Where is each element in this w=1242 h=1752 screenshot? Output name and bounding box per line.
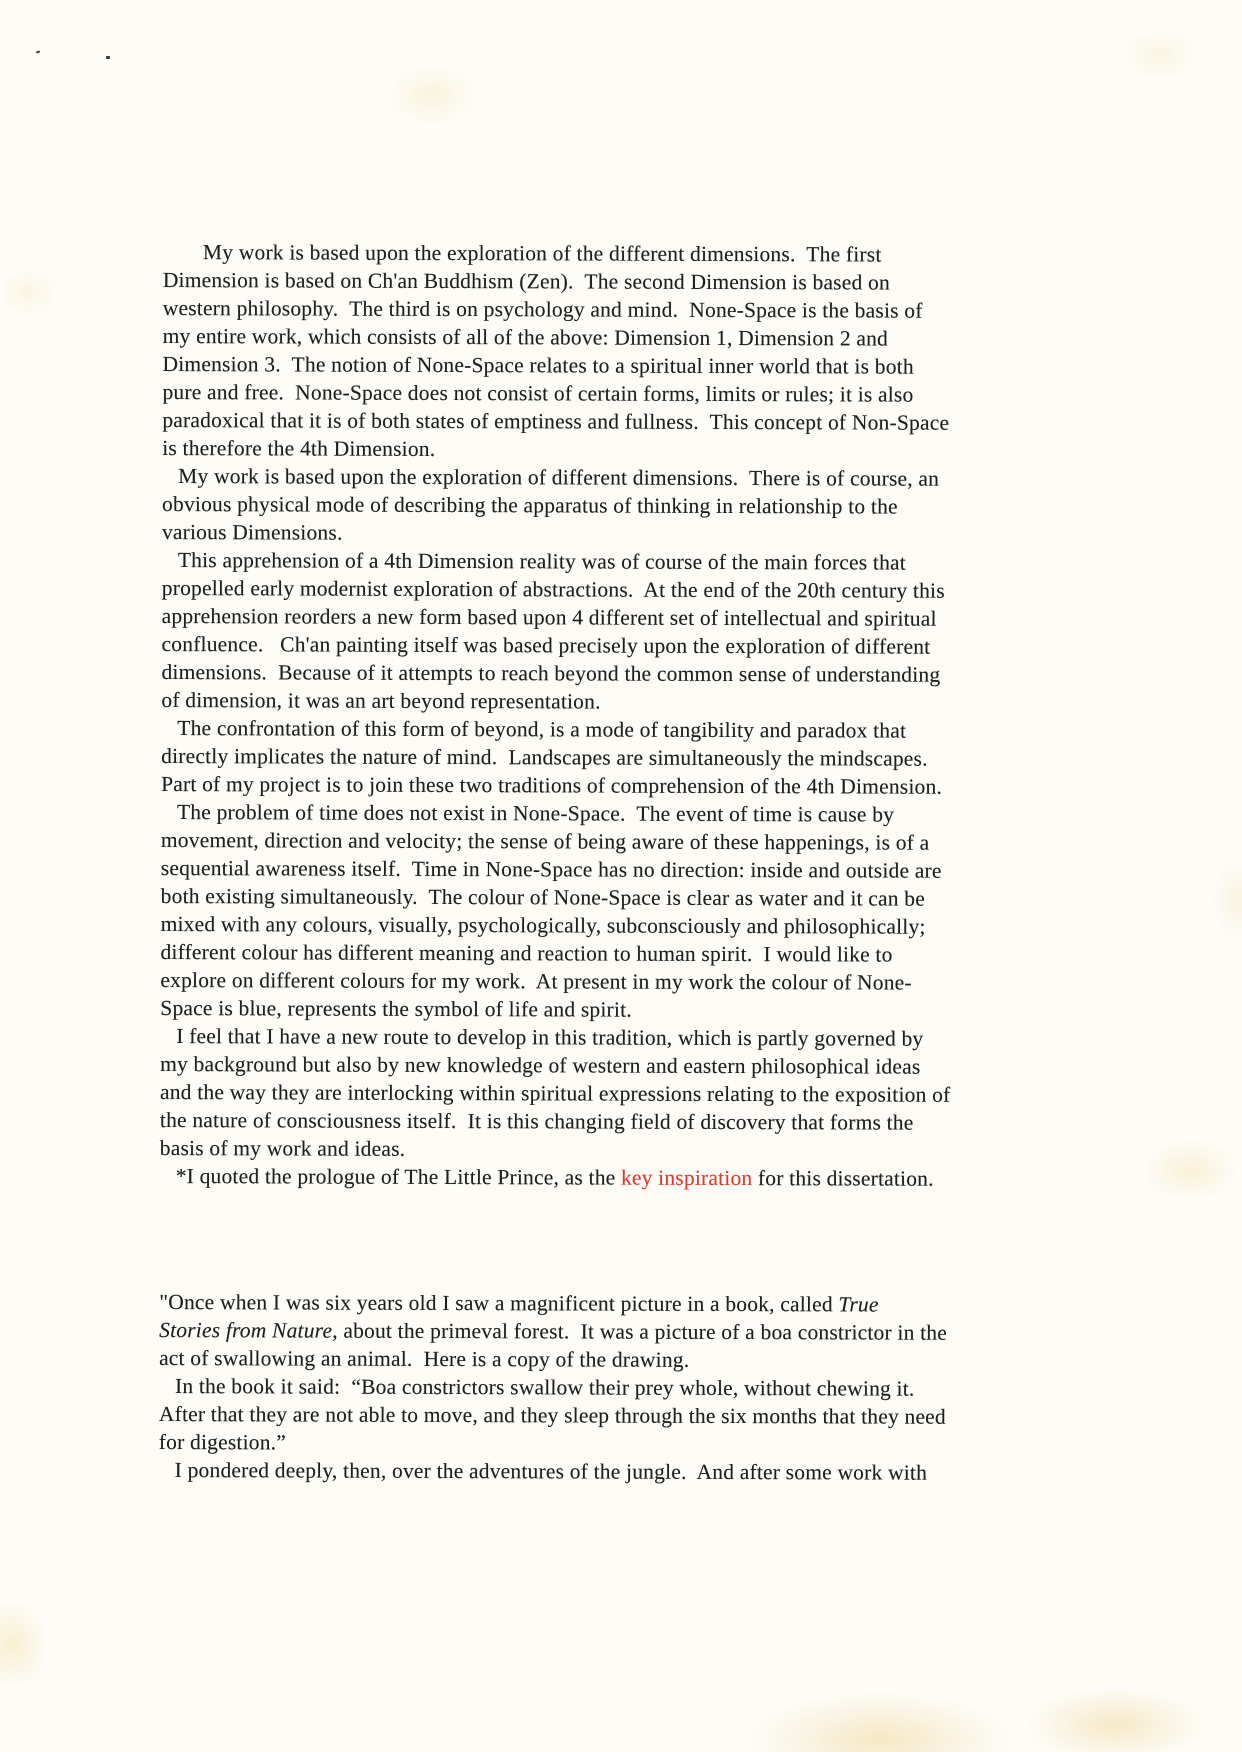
text-line xyxy=(161,742,1083,773)
text-segment: Space is blue, represents the symbol of life and spirit. xyxy=(160,995,632,1022)
text-segment: explore on different colours for my work. At present in my work the colour of None- xyxy=(160,967,912,995)
text-line xyxy=(163,238,1085,269)
text-segment: My work is based upon the exploration of different dimensions. There is of course, an xyxy=(178,464,940,491)
text-line xyxy=(160,938,1082,969)
text-segment: After that they are not able to move, and they sleep through the six months that they need xyxy=(158,1401,946,1429)
text-segment: dimensions. Because of it attempts to reach beyond the common sense of understanding xyxy=(161,659,941,687)
para-quote-in-the-book xyxy=(159,1372,1081,1459)
key-inspiration-highlight: key inspiration xyxy=(620,1165,753,1191)
text-line xyxy=(161,714,1083,745)
text-line xyxy=(162,574,1084,605)
text-segment: *I quoted the prologue of The Little Prince, as the xyxy=(175,1164,622,1190)
text-segment: Dimension is based on Ch'an Buddhism (Zen). The second Dimension is based on xyxy=(162,267,891,295)
text-segment: directly implicates the nature of mind. Landscapes are simultaneously the mindscapes. xyxy=(161,743,928,771)
text-line xyxy=(161,882,1083,913)
book-title-italic: True xyxy=(838,1292,879,1317)
text-line xyxy=(159,1288,1081,1319)
text-line xyxy=(163,294,1085,325)
text-segment: My work is based upon the exploration of the different dimensions. The first xyxy=(202,240,882,267)
text-segment: , about the primeval forest. It was a picture of a boa constrictor in the xyxy=(332,1318,948,1345)
text-segment: Part of my project is to join these two traditions of comprehension of the 4th Dimension. xyxy=(161,771,943,799)
para-apprehension xyxy=(161,546,1084,717)
text-line xyxy=(160,1106,1082,1137)
scan-speck xyxy=(36,50,40,53)
text-segment: mixed with any colours, visually, psychologically, subconsciously and philosophically; xyxy=(160,911,926,939)
text-segment: I feel that I have a new route to develop in this tradition, which is partly governed by xyxy=(176,1024,924,1051)
text-line xyxy=(161,854,1083,885)
text-segment: various Dimensions. xyxy=(161,519,343,545)
para-new-route xyxy=(160,1022,1082,1165)
text-segment: different colour has different meaning and reaction to human spirit. I would like to xyxy=(160,939,893,967)
para-quote-once-when xyxy=(159,1288,1081,1375)
text-segment: The confrontation of this form of beyond, is a mode of tangibility and paradox that xyxy=(177,716,907,743)
text-segment: both existing simultaneously. The colour of None-Space is clear as water and it can be xyxy=(160,883,926,911)
text-line xyxy=(160,1022,1082,1053)
text-segment: confluence. Ch'an painting itself was based precisely upon the exploration of different xyxy=(161,631,931,659)
text-segment: "Once when I was six years old I saw a magnificent picture in a book, called xyxy=(159,1289,839,1317)
text-line xyxy=(160,1162,1082,1193)
text-line xyxy=(159,1372,1081,1403)
text-line xyxy=(159,1400,1081,1431)
text-line xyxy=(161,658,1083,689)
text-line xyxy=(161,826,1083,857)
text-line xyxy=(159,1344,1081,1375)
text-segment: my background but also by new knowledge of western and eastern philosophical ideas xyxy=(160,1051,921,1079)
text-segment: basis of my work and ideas. xyxy=(159,1135,406,1161)
para-confrontation xyxy=(161,714,1083,801)
scan-speck xyxy=(106,56,110,59)
text-line xyxy=(162,630,1084,661)
text-segment: my entire work, which consists of all of the above: Dimension 1, Dimension 2 and xyxy=(162,323,889,351)
text-segment: The problem of time does not exist in None-Space. The event of time is cause by xyxy=(176,800,895,827)
text-segment: obvious physical mode of describing the apparatus of thinking in relationship to the xyxy=(162,491,898,519)
book-title-italic: Stories from Nature xyxy=(159,1317,333,1343)
text-line xyxy=(161,770,1083,801)
text-segment: and the way they are interlocking within spiritual expressions relating to the exposition of xyxy=(159,1079,951,1107)
document-text xyxy=(159,238,1085,1487)
text-segment: the nature of consciousness itself. It is this changing field of discovery that forms the xyxy=(159,1107,914,1135)
para-problem-of-time xyxy=(160,798,1083,1025)
text-segment: apprehension reorders a new form based upon 4 different set of intellectual and spiritual xyxy=(161,603,937,631)
text-segment: movement, direction and velocity; the sense of being aware of these happenings, is of a xyxy=(160,827,930,855)
para-dimensions-overview xyxy=(162,238,1085,465)
text-line xyxy=(163,266,1085,297)
text-line xyxy=(159,1316,1081,1347)
text-line xyxy=(162,378,1084,409)
text-segment: act of swallowing an animal. Here is a copy of the drawing. xyxy=(159,1345,690,1372)
text-line xyxy=(163,350,1085,381)
text-line xyxy=(161,910,1083,941)
text-line xyxy=(162,462,1084,493)
text-segment: Dimension 3. The notion of None-Space relates to a spiritual inner world that is both xyxy=(162,351,914,379)
text-line xyxy=(163,322,1085,353)
text-segment: This apprehension of a 4th Dimension reality was of course of the main forces that xyxy=(177,548,907,575)
text-line xyxy=(160,1134,1082,1165)
text-line xyxy=(162,546,1084,577)
text-line xyxy=(162,602,1084,633)
text-line xyxy=(161,686,1083,717)
text-segment: sequential awareness itself. Time in None-Space has no direction: inside and outside are xyxy=(160,855,942,883)
para-little-prince-note xyxy=(160,1162,1082,1193)
text-line xyxy=(161,798,1083,829)
text-line xyxy=(160,1050,1082,1081)
text-segment: propelled early modernist exploration of abstractions. At the end of the 20th century this xyxy=(161,575,945,603)
text-line xyxy=(162,518,1084,549)
text-line xyxy=(162,434,1084,465)
text-segment: for this dissertation. xyxy=(752,1166,934,1191)
text-line xyxy=(160,994,1082,1025)
text-segment: western philosophy. The third is on psychology and mind. None-Space is the basis of xyxy=(162,295,923,323)
para-quote-pondered xyxy=(159,1456,1081,1487)
text-line xyxy=(160,966,1082,997)
text-segment: paradoxical that it is of both states of emptiness and fullness. This concept of Non-Space xyxy=(162,407,950,435)
para-physical-mode xyxy=(162,462,1084,549)
text-line xyxy=(160,1078,1082,1109)
text-segment: is therefore the 4th Dimension. xyxy=(162,435,436,461)
text-segment: of dimension, it was an art beyond representation. xyxy=(161,687,601,714)
text-line xyxy=(162,406,1084,437)
text-segment: for digestion.” xyxy=(158,1429,287,1455)
text-segment: In the book it said: “Boa constrictors swallow their prey whole, without chewing it. xyxy=(174,1374,915,1401)
text-line xyxy=(159,1456,1081,1487)
text-line xyxy=(162,490,1084,521)
text-line xyxy=(159,1428,1081,1459)
text-segment: I pondered deeply, then, over the adventures of the jungle. And after some work with xyxy=(174,1458,928,1485)
text-segment: pure and free. None-Space does not consist of certain forms, limits or rules; it is also xyxy=(162,379,914,407)
